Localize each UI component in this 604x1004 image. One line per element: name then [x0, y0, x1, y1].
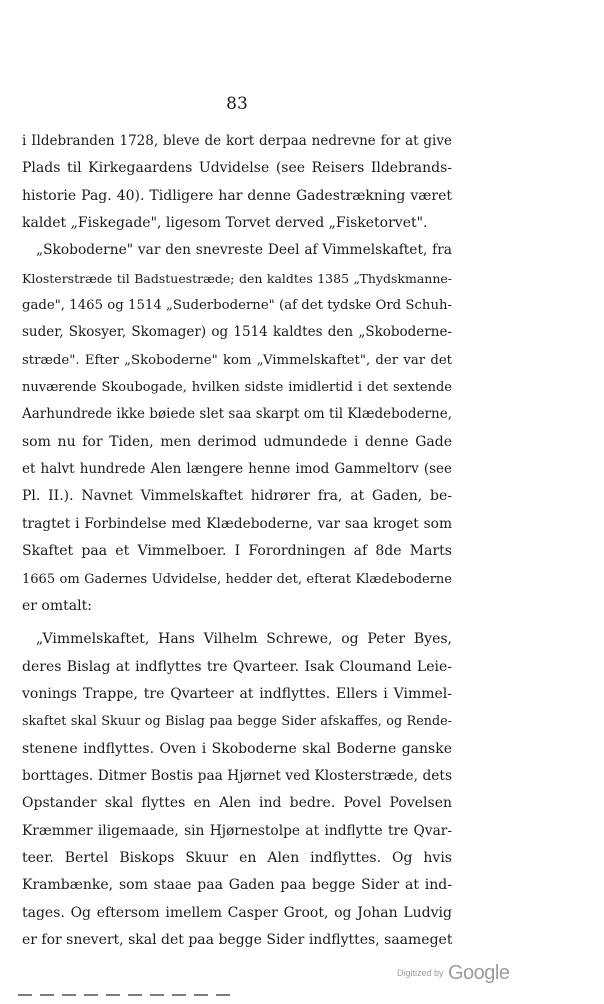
text-line: „Skoboderne" var den snevreste Deel af Vimmelskaftet, fra	[36, 242, 452, 259]
watermark-prefix: Digitized by	[397, 968, 444, 978]
text-line: Kræmmer iligemaade, sin Hjørnestolpe at indflytte tre Qvar-	[22, 822, 452, 839]
text-line: et halvt hundrede Alen længere henne imod Gammeltorv (see	[22, 461, 452, 478]
text-line: som nu for Tiden, men derimod udmundede i denne Gade	[22, 433, 452, 450]
text-line: Pl. II.). Navnet Vimmelskaftet hidrører fra, at Gaden, be-	[22, 488, 452, 505]
text-line: 1665 om Gadernes Udvidelse, hedder det, efterat Klædeboderne	[22, 571, 452, 587]
text-line: tragtet i Forbindelse med Klædeboderne, var saa kroget som	[22, 515, 452, 532]
text-line: deres Bislag at indflyttes tre Qvarteer. Isak Cloumand Leie-	[22, 658, 452, 675]
google-watermark	[397, 962, 509, 985]
body-text	[22, 128, 452, 954]
text-line: Opstander skal flyttes en Alen ind bedre. Povel Povelsen	[22, 795, 452, 812]
text-line: historie Pag. 40). Tidligere har denne Gadestrækning været	[22, 187, 452, 204]
text-line: Plads til Kirkegaardens Udvidelse (see Reisers Ildebrands-	[22, 160, 452, 177]
text-line: er for snevert, skal det paa begge Sider indflyttes, saameget	[22, 931, 453, 948]
text-line: skaftet skal Skuur og Bislag paa begge Sider afskaffes, og Rende-	[22, 714, 452, 730]
text-line: Klosterstræde til Badstuestræde; den kaldtes 1385 „Thydskmanne-	[22, 270, 452, 286]
text-line: tages. Og eftersom imellem Casper Groot, og Johan Ludvig	[22, 904, 452, 921]
text-line: „Vimmelskaftet, Hans Vilhelm Schrewe, og Peter Byes,	[36, 631, 452, 648]
text-line: vonings Trappe, tre Qvarteer at indflyttes. Ellers i Vimmel-	[22, 685, 452, 702]
text-line: kaldet „Fiskegade", ligesom Torvet derved „Fisketorvet".	[22, 215, 428, 232]
text-line: stenene indflyttes. Oven i Skoboderne skal Boderne ganske	[22, 740, 452, 757]
text-line: nuværende Skoubogade, hvilken sidste imidlertid i det sextende	[22, 380, 452, 396]
text-line: Aarhundrede ikke bøiede slet saa skarpt om til Klædeboderne,	[22, 406, 452, 423]
text-line: gade", 1465 og 1514 „Suderboderne" (af det tydske Ord Schuh-	[22, 298, 452, 314]
text-line: Skaftet paa et Vimmelboer. I Forordningen af 8de Marts	[22, 543, 452, 560]
text-line: suder, Skosyer, Skomager) og 1514 kaldtes den „Skoboderne-	[22, 324, 452, 341]
text-line: stræde". Efter „Skoboderne" kom „Vimmelskaftet", der var det	[22, 352, 452, 368]
text-line: teer. Bertel Biskops Skuur en Alen indflyttes. Og hvis	[22, 849, 452, 866]
text-line: er omtalt:	[22, 597, 92, 614]
text-line: Krambænke, som staae paa Gaden paa begge Sider at ind-	[22, 877, 452, 894]
text-line: i Ildebranden 1728, bleve de kort derpaa nedrevne for at give	[22, 133, 452, 149]
scan-edge-mark	[18, 994, 238, 996]
text-line: borttages. Ditmer Bostis paa Hjørnet ved Klosterstræde, dets	[22, 767, 452, 784]
page-number: 83	[226, 94, 248, 114]
google-logo: Google	[447, 962, 510, 984]
